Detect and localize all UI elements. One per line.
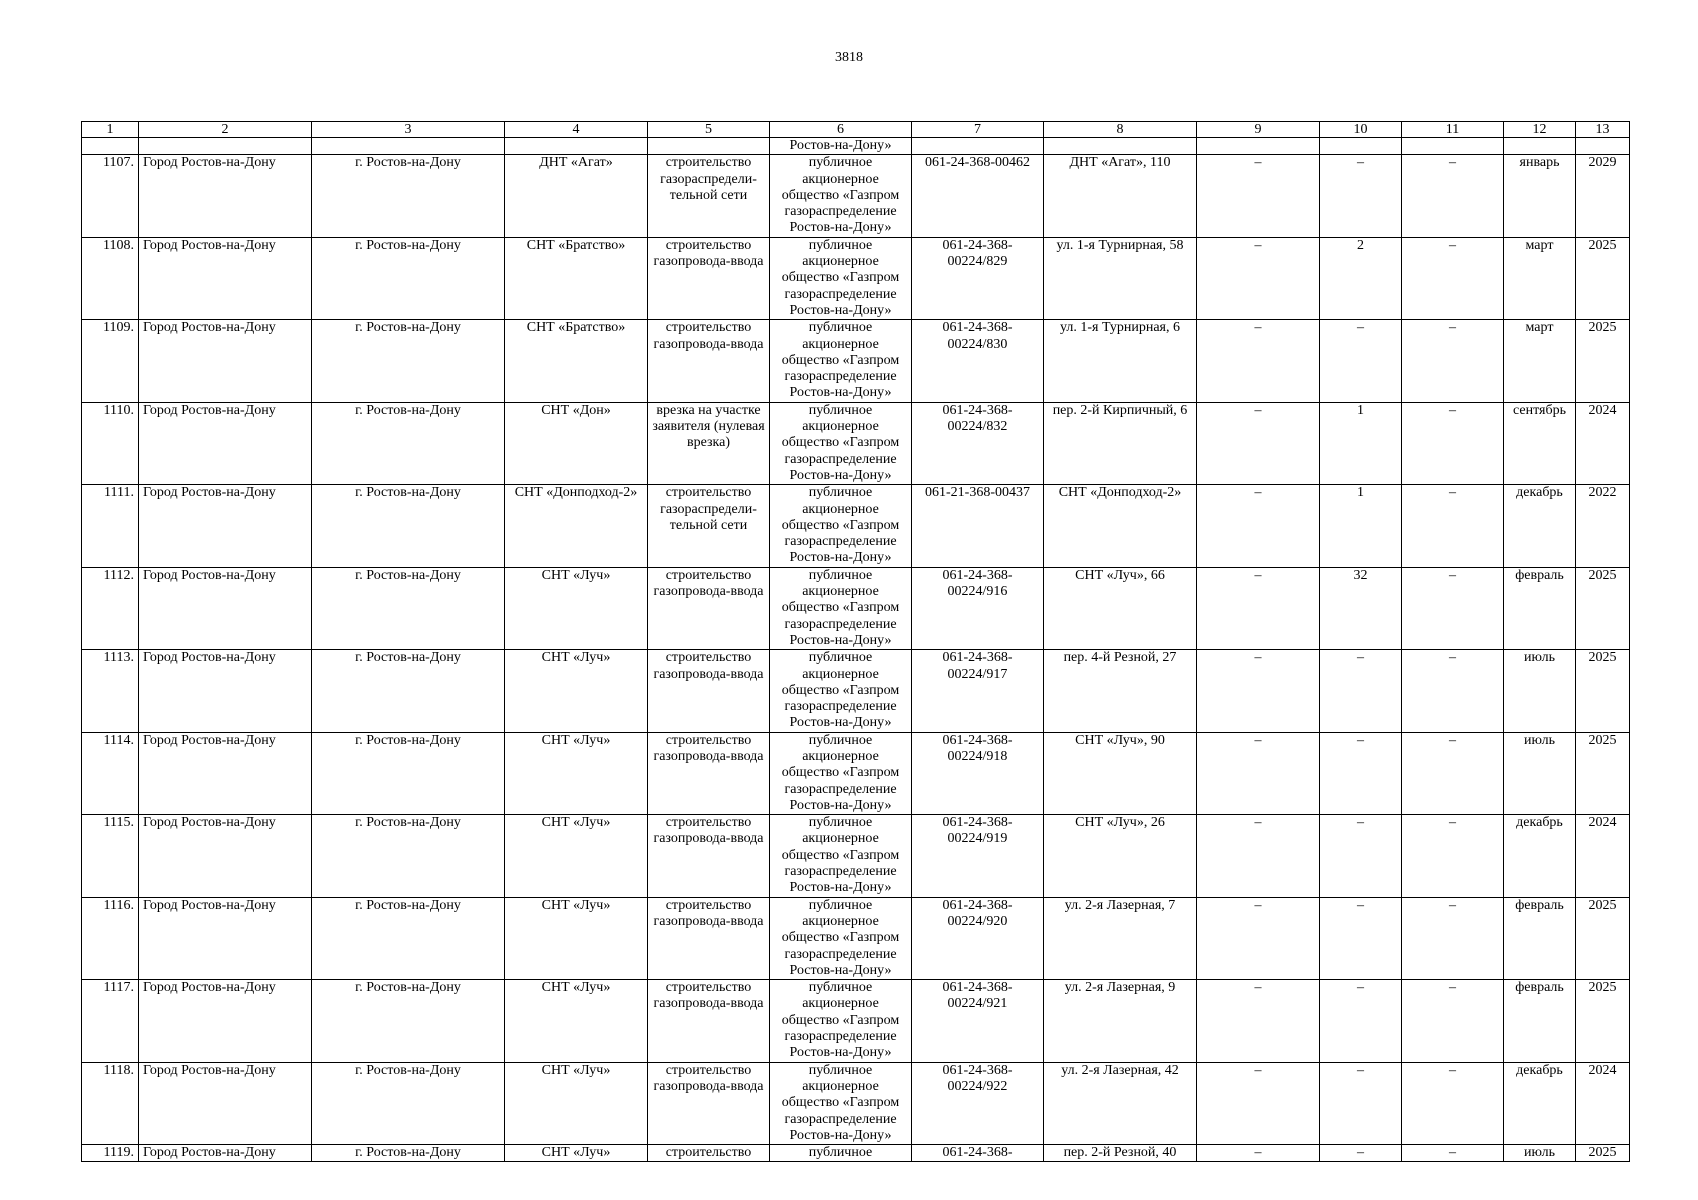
work-type: строительство газопровода-ввода <box>648 1062 770 1144</box>
col-10-value: – <box>1320 897 1402 979</box>
year: 2025 <box>1576 980 1630 1062</box>
locality: СНТ «Луч» <box>505 897 648 979</box>
col-9-value: – <box>1197 485 1320 567</box>
row-number: 1116. <box>82 897 139 979</box>
work-type: строительство газопровода-ввода <box>648 567 770 649</box>
month: февраль <box>1504 567 1576 649</box>
col-9-value: – <box>1197 237 1320 319</box>
cell <box>82 138 139 155</box>
row-number: 1111. <box>82 485 139 567</box>
table-row <box>82 897 1630 979</box>
month: декабрь <box>1504 1062 1576 1144</box>
locality: СНТ «Братство» <box>505 237 648 319</box>
year: 2025 <box>1576 897 1630 979</box>
application-number: 061-21-368-00437 <box>912 485 1044 567</box>
settlement: г. Ростов-на-Дону <box>312 485 505 567</box>
locality: СНТ «Луч» <box>505 567 648 649</box>
table-row <box>82 567 1630 649</box>
municipality: Город Ростов-на-Дону <box>139 402 312 484</box>
cell <box>912 138 1044 155</box>
gasification-table <box>81 121 1630 1162</box>
address: СНТ «Луч», 26 <box>1044 815 1197 897</box>
row-number: 1114. <box>82 732 139 814</box>
col-10-value: – <box>1320 155 1402 237</box>
locality: СНТ «Луч» <box>505 1145 648 1162</box>
row-number: 1118. <box>82 1062 139 1144</box>
col-10-value: 32 <box>1320 567 1402 649</box>
row-number: 1108. <box>82 237 139 319</box>
gas-operator: публичное акционерное общество «Газпром газораспределение Ростов-на-Дону» <box>770 815 912 897</box>
col-9-value: – <box>1197 732 1320 814</box>
locality: СНТ «Луч» <box>505 732 648 814</box>
settlement: г. Ростов-на-Дону <box>312 320 505 402</box>
locality: СНТ «Луч» <box>505 980 648 1062</box>
col-9-value: – <box>1197 155 1320 237</box>
row-number: 1119. <box>82 1145 139 1162</box>
col-9-value: – <box>1197 567 1320 649</box>
municipality: Город Ростов-на-Дону <box>139 1062 312 1144</box>
column-number: 4 <box>505 122 648 138</box>
settlement: г. Ростов-на-Дону <box>312 650 505 732</box>
column-number: 3 <box>312 122 505 138</box>
work-type: строительство <box>648 1145 770 1162</box>
address: СНТ «Луч», 90 <box>1044 732 1197 814</box>
column-number: 5 <box>648 122 770 138</box>
month: декабрь <box>1504 815 1576 897</box>
settlement: г. Ростов-на-Дону <box>312 1145 505 1162</box>
address: ул. 1-я Турнирная, 58 <box>1044 237 1197 319</box>
column-number: 11 <box>1402 122 1504 138</box>
page-number: 3818 <box>835 50 863 65</box>
cell <box>1044 138 1197 155</box>
column-number: 10 <box>1320 122 1402 138</box>
settlement: г. Ростов-на-Дону <box>312 402 505 484</box>
municipality: Город Ростов-на-Дону <box>139 155 312 237</box>
work-type: строительство газопровода-ввода <box>648 732 770 814</box>
cell <box>1504 138 1576 155</box>
cell <box>312 138 505 155</box>
row-number: 1110. <box>82 402 139 484</box>
col-10-value: – <box>1320 815 1402 897</box>
gas-operator: публичное акционерное общество «Газпром газораспределение Ростов-на-Дону» <box>770 650 912 732</box>
year: 2025 <box>1576 237 1630 319</box>
col-9-value: – <box>1197 980 1320 1062</box>
col-9-value: – <box>1197 650 1320 732</box>
year: 2025 <box>1576 732 1630 814</box>
table-row <box>82 320 1630 402</box>
month: февраль <box>1504 980 1576 1062</box>
col-9-value: – <box>1197 1145 1320 1162</box>
application-number: 061-24-368-00462 <box>912 155 1044 237</box>
table-row <box>82 155 1630 237</box>
row-number: 1113. <box>82 650 139 732</box>
table-row <box>82 650 1630 732</box>
settlement: г. Ростов-на-Дону <box>312 1062 505 1144</box>
month: сентябрь <box>1504 402 1576 484</box>
col-10-value: 2 <box>1320 237 1402 319</box>
year: 2025 <box>1576 320 1630 402</box>
month: июль <box>1504 1145 1576 1162</box>
address: пер. 2-й Кирпичный, 6 <box>1044 402 1197 484</box>
work-type: строительство газопровода-ввода <box>648 897 770 979</box>
municipality: Город Ростов-на-Дону <box>139 1145 312 1162</box>
col-11-value: – <box>1402 567 1504 649</box>
column-number: 9 <box>1197 122 1320 138</box>
municipality: Город Ростов-на-Дону <box>139 732 312 814</box>
locality: СНТ «Братство» <box>505 320 648 402</box>
work-type: строительство газопровода-ввода <box>648 320 770 402</box>
work-type: строительство газопровода-ввода <box>648 980 770 1062</box>
col-9-value: – <box>1197 1062 1320 1144</box>
month: январь <box>1504 155 1576 237</box>
col-10-value: – <box>1320 1145 1402 1162</box>
col-11-value: – <box>1402 155 1504 237</box>
application-number: 061-24-368-00224/919 <box>912 815 1044 897</box>
locality: СНТ «Донподход-2» <box>505 485 648 567</box>
municipality: Город Ростов-на-Дону <box>139 980 312 1062</box>
month: март <box>1504 320 1576 402</box>
address: пер. 2-й Резной, 40 <box>1044 1145 1197 1162</box>
column-number: 13 <box>1576 122 1630 138</box>
settlement: г. Ростов-на-Дону <box>312 155 505 237</box>
application-number: 061-24-368-00224/832 <box>912 402 1044 484</box>
row-number: 1109. <box>82 320 139 402</box>
row-number: 1117. <box>82 980 139 1062</box>
application-number: 061-24-368-00224/916 <box>912 567 1044 649</box>
col-10-value: – <box>1320 320 1402 402</box>
column-number: 1 <box>82 122 139 138</box>
work-type: строительство газораспредели-тельной сети <box>648 155 770 237</box>
column-number: 2 <box>139 122 312 138</box>
year: 2025 <box>1576 650 1630 732</box>
gas-operator: публичное акционерное общество «Газпром газораспределение Ростов-на-Дону» <box>770 485 912 567</box>
col-10-value: – <box>1320 980 1402 1062</box>
col-10-value: 1 <box>1320 485 1402 567</box>
col-10-value: 1 <box>1320 402 1402 484</box>
gas-operator: публичное акционерное общество «Газпром газораспределение Ростов-на-Дону» <box>770 1062 912 1144</box>
col-11-value: – <box>1402 980 1504 1062</box>
address: СНТ «Донподход-2» <box>1044 485 1197 567</box>
year: 2024 <box>1576 402 1630 484</box>
cell <box>139 138 312 155</box>
settlement: г. Ростов-на-Дону <box>312 815 505 897</box>
month: июль <box>1504 650 1576 732</box>
address: ул. 2-я Лазерная, 7 <box>1044 897 1197 979</box>
gas-operator: публичное акционерное общество «Газпром газораспределение Ростов-на-Дону» <box>770 237 912 319</box>
application-number: 061-24-368-00224/922 <box>912 1062 1044 1144</box>
settlement: г. Ростов-на-Дону <box>312 732 505 814</box>
municipality: Город Ростов-на-Дону <box>139 320 312 402</box>
application-number: 061-24-368-00224/921 <box>912 980 1044 1062</box>
col-10-value: – <box>1320 650 1402 732</box>
municipality: Город Ростов-на-Дону <box>139 567 312 649</box>
address: ул. 2-я Лазерная, 9 <box>1044 980 1197 1062</box>
address: ул. 1-я Турнирная, 6 <box>1044 320 1197 402</box>
table-row <box>82 1062 1630 1144</box>
col-11-value: – <box>1402 815 1504 897</box>
row-number: 1107. <box>82 155 139 237</box>
gas-operator: публичное акционерное общество «Газпром газораспределение Ростов-на-Дону» <box>770 155 912 237</box>
gas-operator: публичное <box>770 1145 912 1162</box>
table-row <box>82 402 1630 484</box>
municipality: Город Ростов-на-Дону <box>139 897 312 979</box>
table-row <box>82 485 1630 567</box>
settlement: г. Ростов-на-Дону <box>312 237 505 319</box>
column-number: 6 <box>770 122 912 138</box>
application-number: 061-24-368-00224/918 <box>912 732 1044 814</box>
month: февраль <box>1504 897 1576 979</box>
cell <box>1402 138 1504 155</box>
gas-operator: публичное акционерное общество «Газпром газораспределение Ростов-на-Дону» <box>770 567 912 649</box>
address: ул. 2-я Лазерная, 42 <box>1044 1062 1197 1144</box>
settlement: г. Ростов-на-Дону <box>312 980 505 1062</box>
application-number: 061-24-368- <box>912 1145 1044 1162</box>
address: СНТ «Луч», 66 <box>1044 567 1197 649</box>
municipality: Город Ростов-на-Дону <box>139 815 312 897</box>
application-number: 061-24-368-00224/917 <box>912 650 1044 732</box>
col-11-value: – <box>1402 237 1504 319</box>
column-number-row <box>82 122 1630 138</box>
col-11-value: – <box>1402 732 1504 814</box>
work-type: строительство газопровода-ввода <box>648 237 770 319</box>
year: 2024 <box>1576 815 1630 897</box>
address: пер. 4-й Резной, 27 <box>1044 650 1197 732</box>
row-number: 1112. <box>82 567 139 649</box>
work-type: строительство газопровода-ввода <box>648 815 770 897</box>
column-number: 8 <box>1044 122 1197 138</box>
column-number: 7 <box>912 122 1044 138</box>
cell <box>1197 138 1320 155</box>
row-number: 1115. <box>82 815 139 897</box>
work-type: строительство газопровода-ввода <box>648 650 770 732</box>
municipality: Город Ростов-на-Дону <box>139 237 312 319</box>
col-9-value: – <box>1197 897 1320 979</box>
cell <box>648 138 770 155</box>
col-11-value: – <box>1402 897 1504 979</box>
locality: ДНТ «Агат» <box>505 155 648 237</box>
col-11-value: – <box>1402 1062 1504 1144</box>
col-10-value: – <box>1320 1062 1402 1144</box>
column-number: 12 <box>1504 122 1576 138</box>
col-11-value: – <box>1402 485 1504 567</box>
operator-continuation: Ростов-на-Дону» <box>770 138 912 155</box>
cell <box>1320 138 1402 155</box>
settlement: г. Ростов-на-Дону <box>312 567 505 649</box>
municipality: Город Ростов-на-Дону <box>139 650 312 732</box>
gas-operator: публичное акционерное общество «Газпром газораспределение Ростов-на-Дону» <box>770 980 912 1062</box>
year: 2029 <box>1576 155 1630 237</box>
locality: СНТ «Луч» <box>505 650 648 732</box>
gas-operator: публичное акционерное общество «Газпром газораспределение Ростов-на-Дону» <box>770 897 912 979</box>
settlement: г. Ростов-на-Дону <box>312 897 505 979</box>
year: 2024 <box>1576 1062 1630 1144</box>
cell <box>1576 138 1630 155</box>
continuation-row <box>82 138 1630 155</box>
year: 2022 <box>1576 485 1630 567</box>
col-11-value: – <box>1402 402 1504 484</box>
year: 2025 <box>1576 567 1630 649</box>
col-11-value: – <box>1402 320 1504 402</box>
year: 2025 <box>1576 1145 1630 1162</box>
locality: СНТ «Луч» <box>505 815 648 897</box>
locality: СНТ «Дон» <box>505 402 648 484</box>
table-row <box>82 732 1630 814</box>
gas-operator: публичное акционерное общество «Газпром газораспределение Ростов-на-Дону» <box>770 320 912 402</box>
application-number: 061-24-368-00224/829 <box>912 237 1044 319</box>
work-type: врезка на участке заявителя (нулевая врезка) <box>648 402 770 484</box>
col-10-value: – <box>1320 732 1402 814</box>
cell <box>505 138 648 155</box>
table-row <box>82 237 1630 319</box>
col-11-value: – <box>1402 650 1504 732</box>
locality: СНТ «Луч» <box>505 1062 648 1144</box>
month: март <box>1504 237 1576 319</box>
col-9-value: – <box>1197 815 1320 897</box>
month: июль <box>1504 732 1576 814</box>
municipality: Город Ростов-на-Дону <box>139 485 312 567</box>
month: декабрь <box>1504 485 1576 567</box>
col-11-value: – <box>1402 1145 1504 1162</box>
gas-operator: публичное акционерное общество «Газпром газораспределение Ростов-на-Дону» <box>770 402 912 484</box>
application-number: 061-24-368-00224/920 <box>912 897 1044 979</box>
address: ДНТ «Агат», 110 <box>1044 155 1197 237</box>
col-9-value: – <box>1197 320 1320 402</box>
table-row <box>82 815 1630 897</box>
table-row <box>82 1145 1630 1162</box>
table-row <box>82 980 1630 1062</box>
gas-operator: публичное акционерное общество «Газпром газораспределение Ростов-на-Дону» <box>770 732 912 814</box>
col-9-value: – <box>1197 402 1320 484</box>
work-type: строительство газораспредели-тельной сети <box>648 485 770 567</box>
application-number: 061-24-368-00224/830 <box>912 320 1044 402</box>
